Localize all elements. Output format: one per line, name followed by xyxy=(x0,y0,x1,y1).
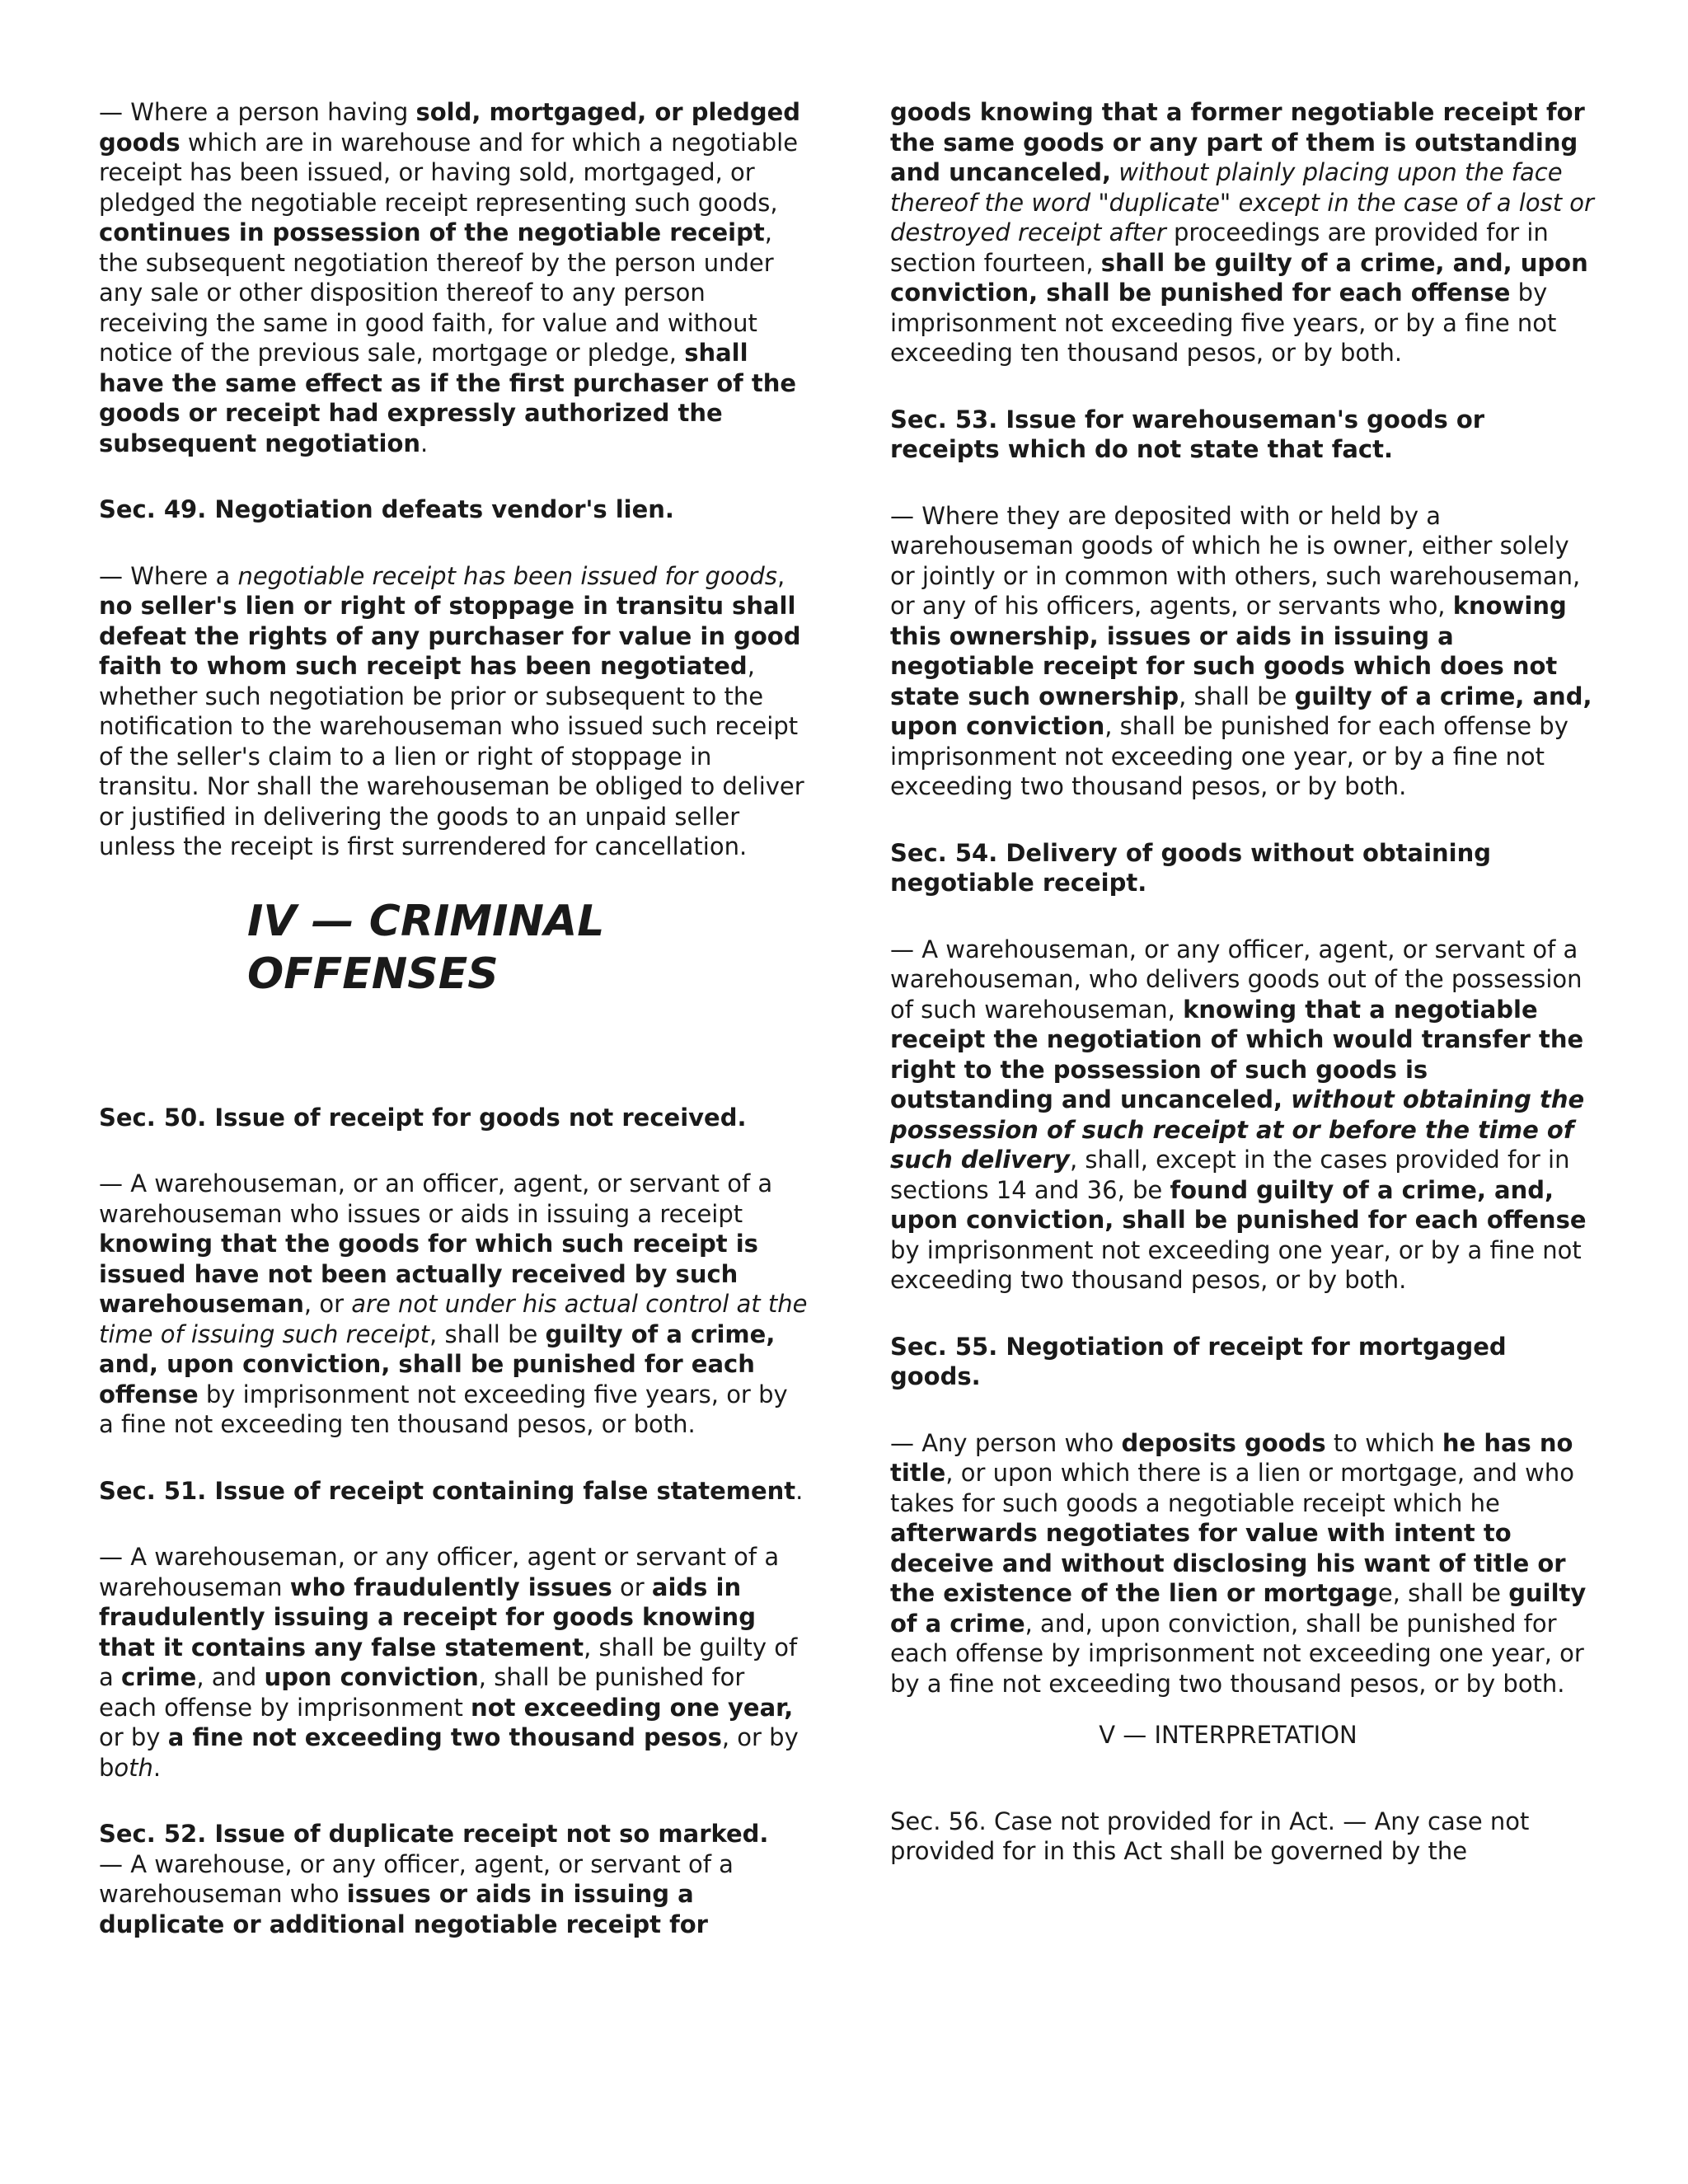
sec55-paragraph xyxy=(890,1428,1599,1699)
text: — A warehouseman, or an officer, agent, or servant of a warehouseman who issues or aids in issuing a receipt xyxy=(99,1169,773,1228)
sec52-paragraph-start xyxy=(99,1849,808,1940)
sec52-paragraph-continued xyxy=(890,97,1599,368)
text: , shall, except in the cases provided for in sections 14 and 36, be xyxy=(890,1146,1570,1204)
sec53-paragraph xyxy=(890,501,1599,802)
text: by imprisonment not exceeding one year, or by a fine not exceeding two thousand pesos, or by both. xyxy=(890,1235,1582,1294)
sec54-paragraph xyxy=(890,935,1599,1296)
text: which are in warehouse and for which a negotiable receipt has been issued, or having sold, mortgaged, or pledged the negotiable receipt representing such goods, xyxy=(99,128,799,217)
bold-text: continues in possession of the negotiable receipt xyxy=(99,218,765,246)
text: . xyxy=(420,429,429,457)
text: — Where a person having xyxy=(99,98,416,126)
bold-text: sold, mortgaged, or pledged goods xyxy=(99,98,801,157)
bold-text: afterwards negotiates for value with intent to deceive and without disclosing his want of title or the existence of the lien or mortgag xyxy=(890,1519,1566,1607)
text: , or by b xyxy=(99,1723,799,1782)
text: by imprisonment not exceeding five years, or by a fine not exceeding ten thousand pesos, or both. xyxy=(99,1380,788,1438)
sec50-heading: Sec. 50. Issue of receipt for goods not received. xyxy=(99,1103,747,1132)
text: , shall be guilty of a xyxy=(99,1633,798,1691)
text: to which xyxy=(1325,1428,1442,1457)
bold-text: deposits goods xyxy=(1121,1428,1326,1457)
italic-text: are not under his actual control at the time of issuing such receipt xyxy=(99,1290,808,1348)
bold-text: knowing this ownership, issues or aids in issuing a negotiable receipt for such goods which does not state such ownership xyxy=(890,592,1567,710)
bold-italic-text: without obtaining the possession of such receipt at or before the time of such delivery xyxy=(890,1085,1585,1174)
bold-text: no seller's lien or right of stoppage in transitu shall defeat the rights of any purchaser for value in good faith to whom such receipt has been negotiated xyxy=(99,592,801,680)
text: , xyxy=(776,561,785,590)
bold-text: Sec. 51. Issue of receipt containing false statement xyxy=(99,1476,796,1505)
left-column xyxy=(99,97,808,1939)
text: e, shall be xyxy=(1377,1579,1509,1607)
bold-text: a fine not exceeding two thousand pesos xyxy=(167,1723,722,1751)
text: — A warehouse, or any officer, agent, or servant of a warehouseman who xyxy=(99,1849,734,1908)
text: — Where a xyxy=(99,561,238,590)
text: . xyxy=(795,1476,804,1505)
italic-text: without plainly placing upon the face thereof the word "duplicate" except in the case of a lost or destroyed receipt after xyxy=(890,158,1594,246)
sec55-heading: Sec. 55. Negotiation of receipt for mortgaged goods. xyxy=(890,1332,1507,1390)
bold-text: issues or aids in issuing a duplicate or additional negotiable receipt for xyxy=(99,1880,708,1938)
sec49-paragraph xyxy=(99,561,808,862)
bold-text: guilty of a crime xyxy=(890,1579,1587,1638)
sec54-heading: Sec. 54. Delivery of goods without obtaining negotiable receipt. xyxy=(890,838,1491,897)
bold-text: who fraudulently issues xyxy=(289,1572,612,1601)
text: — Any person who xyxy=(890,1428,1122,1457)
text: or by xyxy=(99,1723,168,1751)
sec51-heading xyxy=(99,1476,808,1507)
sec56-paragraph: Sec. 56. Case not provided for in Act. — Any case not provided for in this Act shall be governed by the xyxy=(890,1807,1530,1865)
bold-text: shall have the same effect as if the first purchaser of the goods or receipt had expressly authorized the subsequent negotiation xyxy=(99,339,797,457)
text: , and xyxy=(196,1663,265,1691)
italic-text: negotiable receipt has been issued for goods xyxy=(237,561,777,590)
sec51-paragraph xyxy=(99,1542,808,1783)
bold-text: not exceeding one year, xyxy=(471,1693,794,1722)
text: , or xyxy=(303,1290,352,1318)
text: . xyxy=(152,1753,162,1782)
bold-text: found guilty of a crime, and, upon conviction, shall be punished for each offense xyxy=(890,1175,1587,1234)
text: proceedings are provided for in section fourteen, xyxy=(890,218,1549,277)
sec48-paragraph xyxy=(99,97,808,458)
bold-text: aids in fraudulently issuing a receipt for goods knowing that it contains any false statement xyxy=(99,1572,756,1661)
text: — A warehouseman, or any officer, agent, or servant of a warehouseman, who delivers goods out of the possession of such warehouseman, xyxy=(890,935,1582,1024)
text: , shall be xyxy=(429,1319,546,1348)
bold-text: upon conviction xyxy=(264,1663,479,1691)
text: , shall be xyxy=(1179,682,1295,710)
bold-text: guilty of a crime, and, upon conviction, shall be punished for each offense xyxy=(99,1319,776,1408)
part-iv-title: IV — CRIMINAL OFFENSES xyxy=(247,896,605,999)
bold-text: guilty of a crime, and, upon conviction xyxy=(890,682,1592,740)
sec53-heading: Sec. 53. Issue for warehouseman's goods or receipts which do not state that fact. xyxy=(890,405,1485,463)
bold-text: goods knowing that a former negotiable receipt for the same goods or any part of them is outstanding and uncanceled, xyxy=(890,98,1585,186)
sec49-heading: Sec. 49. Negotiation defeats vendor's lien. xyxy=(99,495,674,523)
bold-text: shall be guilty of a crime, and, upon conviction, shall be punished for each offense xyxy=(890,248,1588,307)
text: — Where they are deposited with or held by a warehouseman goods of which he is owner, either solely or jointly or in common with others, such warehouseman, or any of his officers, agents, or servants who, xyxy=(890,501,1581,620)
italic-text: oth xyxy=(114,1753,153,1782)
text: , the subsequent negotiation thereof by the person under any sale or other disposition thereof to any person receiving the same in good faith, for value and without notice of the previous sale, mortgage or pledge, xyxy=(99,218,774,367)
text: by imprisonment not exceeding five years, or by a fine not exceeding ten thousand pesos, or by both. xyxy=(890,279,1557,367)
sec50-paragraph xyxy=(99,1169,808,1440)
text: , shall be punished for each offense by imprisonment xyxy=(99,1663,745,1722)
bold-text: crime xyxy=(121,1663,197,1691)
text: , or upon which there is a lien or mortgage, and who takes for such goods a negotiable receipt which he xyxy=(890,1459,1574,1517)
part-v-title: V — INTERPRETATION xyxy=(1099,1721,1357,1749)
text: — A warehouseman, or any officer, agent or servant of a warehouseman xyxy=(99,1543,780,1601)
text: or xyxy=(612,1572,652,1601)
bold-text: he has no title xyxy=(890,1428,1573,1487)
bold-text: knowing that a negotiable receipt the negotiation of which would transfer the right to the possession of such goods is outstanding and uncanceled, xyxy=(890,995,1584,1113)
text: , shall be punished for each offense by imprisonment not exceeding one year, or by a fine not exceeding two thousand pesos, or by both. xyxy=(890,712,1568,800)
text: , and, upon conviction, shall be punished for each offense by imprisonment not exceeding one year, or by a fine not exceeding two thousand pesos, or by both. xyxy=(890,1609,1584,1698)
sec52-heading: Sec. 52. Issue of duplicate receipt not so marked. xyxy=(99,1820,769,1848)
bold-text: knowing that the goods for which such receipt is issued have not been actually received by such warehouseman xyxy=(99,1230,758,1318)
text: , whether such negotiation be prior or subsequent to the notification to the warehouseman who issued such receipt of the seller's claim to a lien or right of stoppage in transitu. Nor shall the warehouseman be obliged to deliver or justified in delivering the goods to an unpaid seller unless the receipt is first surrendered for cancellation. xyxy=(99,652,804,860)
right-column xyxy=(890,97,1599,1867)
